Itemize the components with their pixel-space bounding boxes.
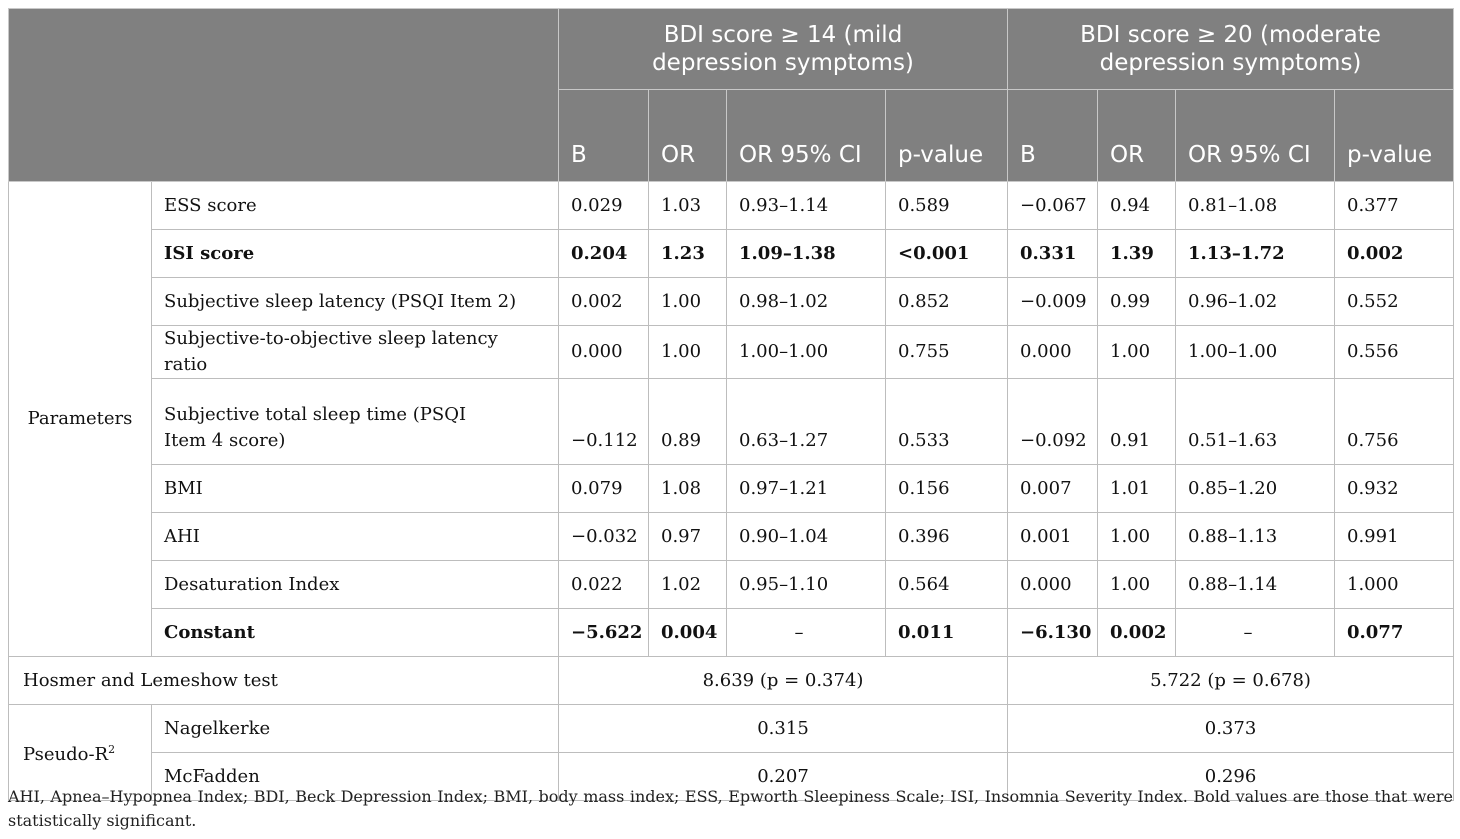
row-label: McFadden [152,753,559,801]
cell: 0.852 [886,278,1008,326]
cell: 1.00 [1098,513,1176,561]
cell: 0.029 [559,182,649,230]
col-header-ci: OR 95% CI [1176,90,1335,182]
cell: −6.130 [1008,609,1098,657]
table-row [9,465,1454,513]
cell: 0.315 [559,705,1008,753]
cell: 0.331 [1008,230,1098,278]
cell: 0.991 [1335,513,1454,561]
regression-table [8,8,1454,801]
table-row [9,561,1454,609]
table-row [9,513,1454,561]
cell: 0.89 [649,379,727,465]
cell: 0.556 [1335,326,1454,379]
cell: 0.88–1.14 [1176,561,1335,609]
col-header-or: OR [649,90,727,182]
cell: 0.755 [886,326,1008,379]
row-label: AHI [152,513,559,561]
cell [727,609,886,657]
table-container [8,8,1453,801]
row-label: Constant [152,609,559,657]
cell: 0.95–1.10 [727,561,886,609]
cell: 0.91 [1098,379,1176,465]
cell: 0.98–1.02 [727,278,886,326]
table-row [9,326,1454,379]
col-header-b: B [559,90,649,182]
hosmer-value-moderate: 5.722 (p = 0.678) [1008,657,1454,705]
cell: 1.00 [649,326,727,379]
cell: 1.000 [1335,561,1454,609]
header-group-moderate: BDI score ≥ 20 (moderate depression symptoms) [1008,9,1454,90]
cell: 0.97 [649,513,727,561]
cell: 1.39 [1098,230,1176,278]
cell: −0.009 [1008,278,1098,326]
table-row [9,609,1454,657]
cell: 0.207 [559,753,1008,801]
cell: 0.932 [1335,465,1454,513]
cell: 0.000 [559,326,649,379]
cell: 0.589 [886,182,1008,230]
cell: 0.004 [649,609,727,657]
cell: −0.067 [1008,182,1098,230]
row-label: Nagelkerke [152,705,559,753]
hosmer-row [9,657,1454,705]
cell: 0.007 [1008,465,1098,513]
cell: 0.88–1.13 [1176,513,1335,561]
hosmer-label: Hosmer and Lemeshow test [9,657,559,705]
cell: −0.112 [559,379,649,465]
cell: 0.373 [1008,705,1454,753]
cell: 1.08 [649,465,727,513]
cell: 1.00–1.00 [1176,326,1335,379]
cell: 0.396 [886,513,1008,561]
col-header-b: B [1008,90,1098,182]
cell: 0.96–1.02 [1176,278,1335,326]
dash: – [794,621,804,643]
cell: <0.001 [886,230,1008,278]
cell: 0.001 [1008,513,1098,561]
row-label: BMI [152,465,559,513]
col-header-or: OR [1098,90,1176,182]
table-row [9,278,1454,326]
cell: 1.00 [649,278,727,326]
col-header-p: p-value [1335,90,1454,182]
cell: 1.00–1.00 [727,326,886,379]
cell: 0.90–1.04 [727,513,886,561]
header-group-mild: BDI score ≥ 14 (mild depression symptoms) [559,9,1008,90]
cell: 1.00 [1098,326,1176,379]
cell: 0.000 [1008,326,1098,379]
cell: 0.63–1.27 [727,379,886,465]
col-header-p: p-value [886,90,1008,182]
table-row [9,182,1454,230]
cell: 0.564 [886,561,1008,609]
pseudo-label-sup: 2 [108,743,116,756]
cell: 0.377 [1335,182,1454,230]
cell: 0.011 [886,609,1008,657]
cell: 0.002 [1098,609,1176,657]
cell: −0.032 [559,513,649,561]
cell: 1.23 [649,230,727,278]
cell: 0.93–1.14 [727,182,886,230]
cell [1176,609,1335,657]
hosmer-value-mild: 8.639 (p = 0.374) [559,657,1008,705]
row-label: Desaturation Index [152,561,559,609]
header-blank [9,9,559,182]
section-label: Parameters [9,182,152,657]
cell: 1.13–1.72 [1176,230,1335,278]
table-row [9,379,1454,465]
col-header-ci: OR 95% CI [727,90,886,182]
cell: 0.94 [1098,182,1176,230]
cell: 0.51–1.63 [1176,379,1335,465]
cell: 0.85–1.20 [1176,465,1335,513]
row-label: Subjective-to-objective sleep latency ratio [152,326,559,379]
cell: 0.000 [1008,561,1098,609]
pseudo-label-text: Pseudo-R [23,744,109,765]
cell: 0.97–1.21 [727,465,886,513]
cell: −5.622 [559,609,649,657]
cell: 0.296 [1008,753,1454,801]
footnote: AHI, Apnea–Hypopnea Index; BDI, Beck Depression Index; BMI, body mass index; ESS, Epworth Sleepiness Scale; ISI, Insomnia Severity Index. Bold values are those that were statistically significant. [8,787,1453,830]
cell: 1.00 [1098,561,1176,609]
cell: 1.02 [649,561,727,609]
cell: 1.03 [649,182,727,230]
dash: – [1243,621,1253,643]
row-label: ESS score [152,182,559,230]
cell: 0.156 [886,465,1008,513]
cell: 0.81–1.08 [1176,182,1335,230]
cell: 0.204 [559,230,649,278]
cell: 0.99 [1098,278,1176,326]
cell: −0.092 [1008,379,1098,465]
row-label: Subjective sleep latency (PSQI Item 2) [152,278,559,326]
cell: 0.079 [559,465,649,513]
cell: 0.552 [1335,278,1454,326]
cell: 0.002 [559,278,649,326]
cell: 1.09–1.38 [727,230,886,278]
cell: 0.002 [1335,230,1454,278]
pseudo-row [9,705,1454,753]
row-label: Subjective total sleep time (PSQI Item 4 score) [152,379,559,465]
cell: 0.756 [1335,379,1454,465]
table-row [9,230,1454,278]
row-label: ISI score [152,230,559,278]
cell: 1.01 [1098,465,1176,513]
cell: 0.533 [886,379,1008,465]
cell: 0.022 [559,561,649,609]
cell: 0.077 [1335,609,1454,657]
